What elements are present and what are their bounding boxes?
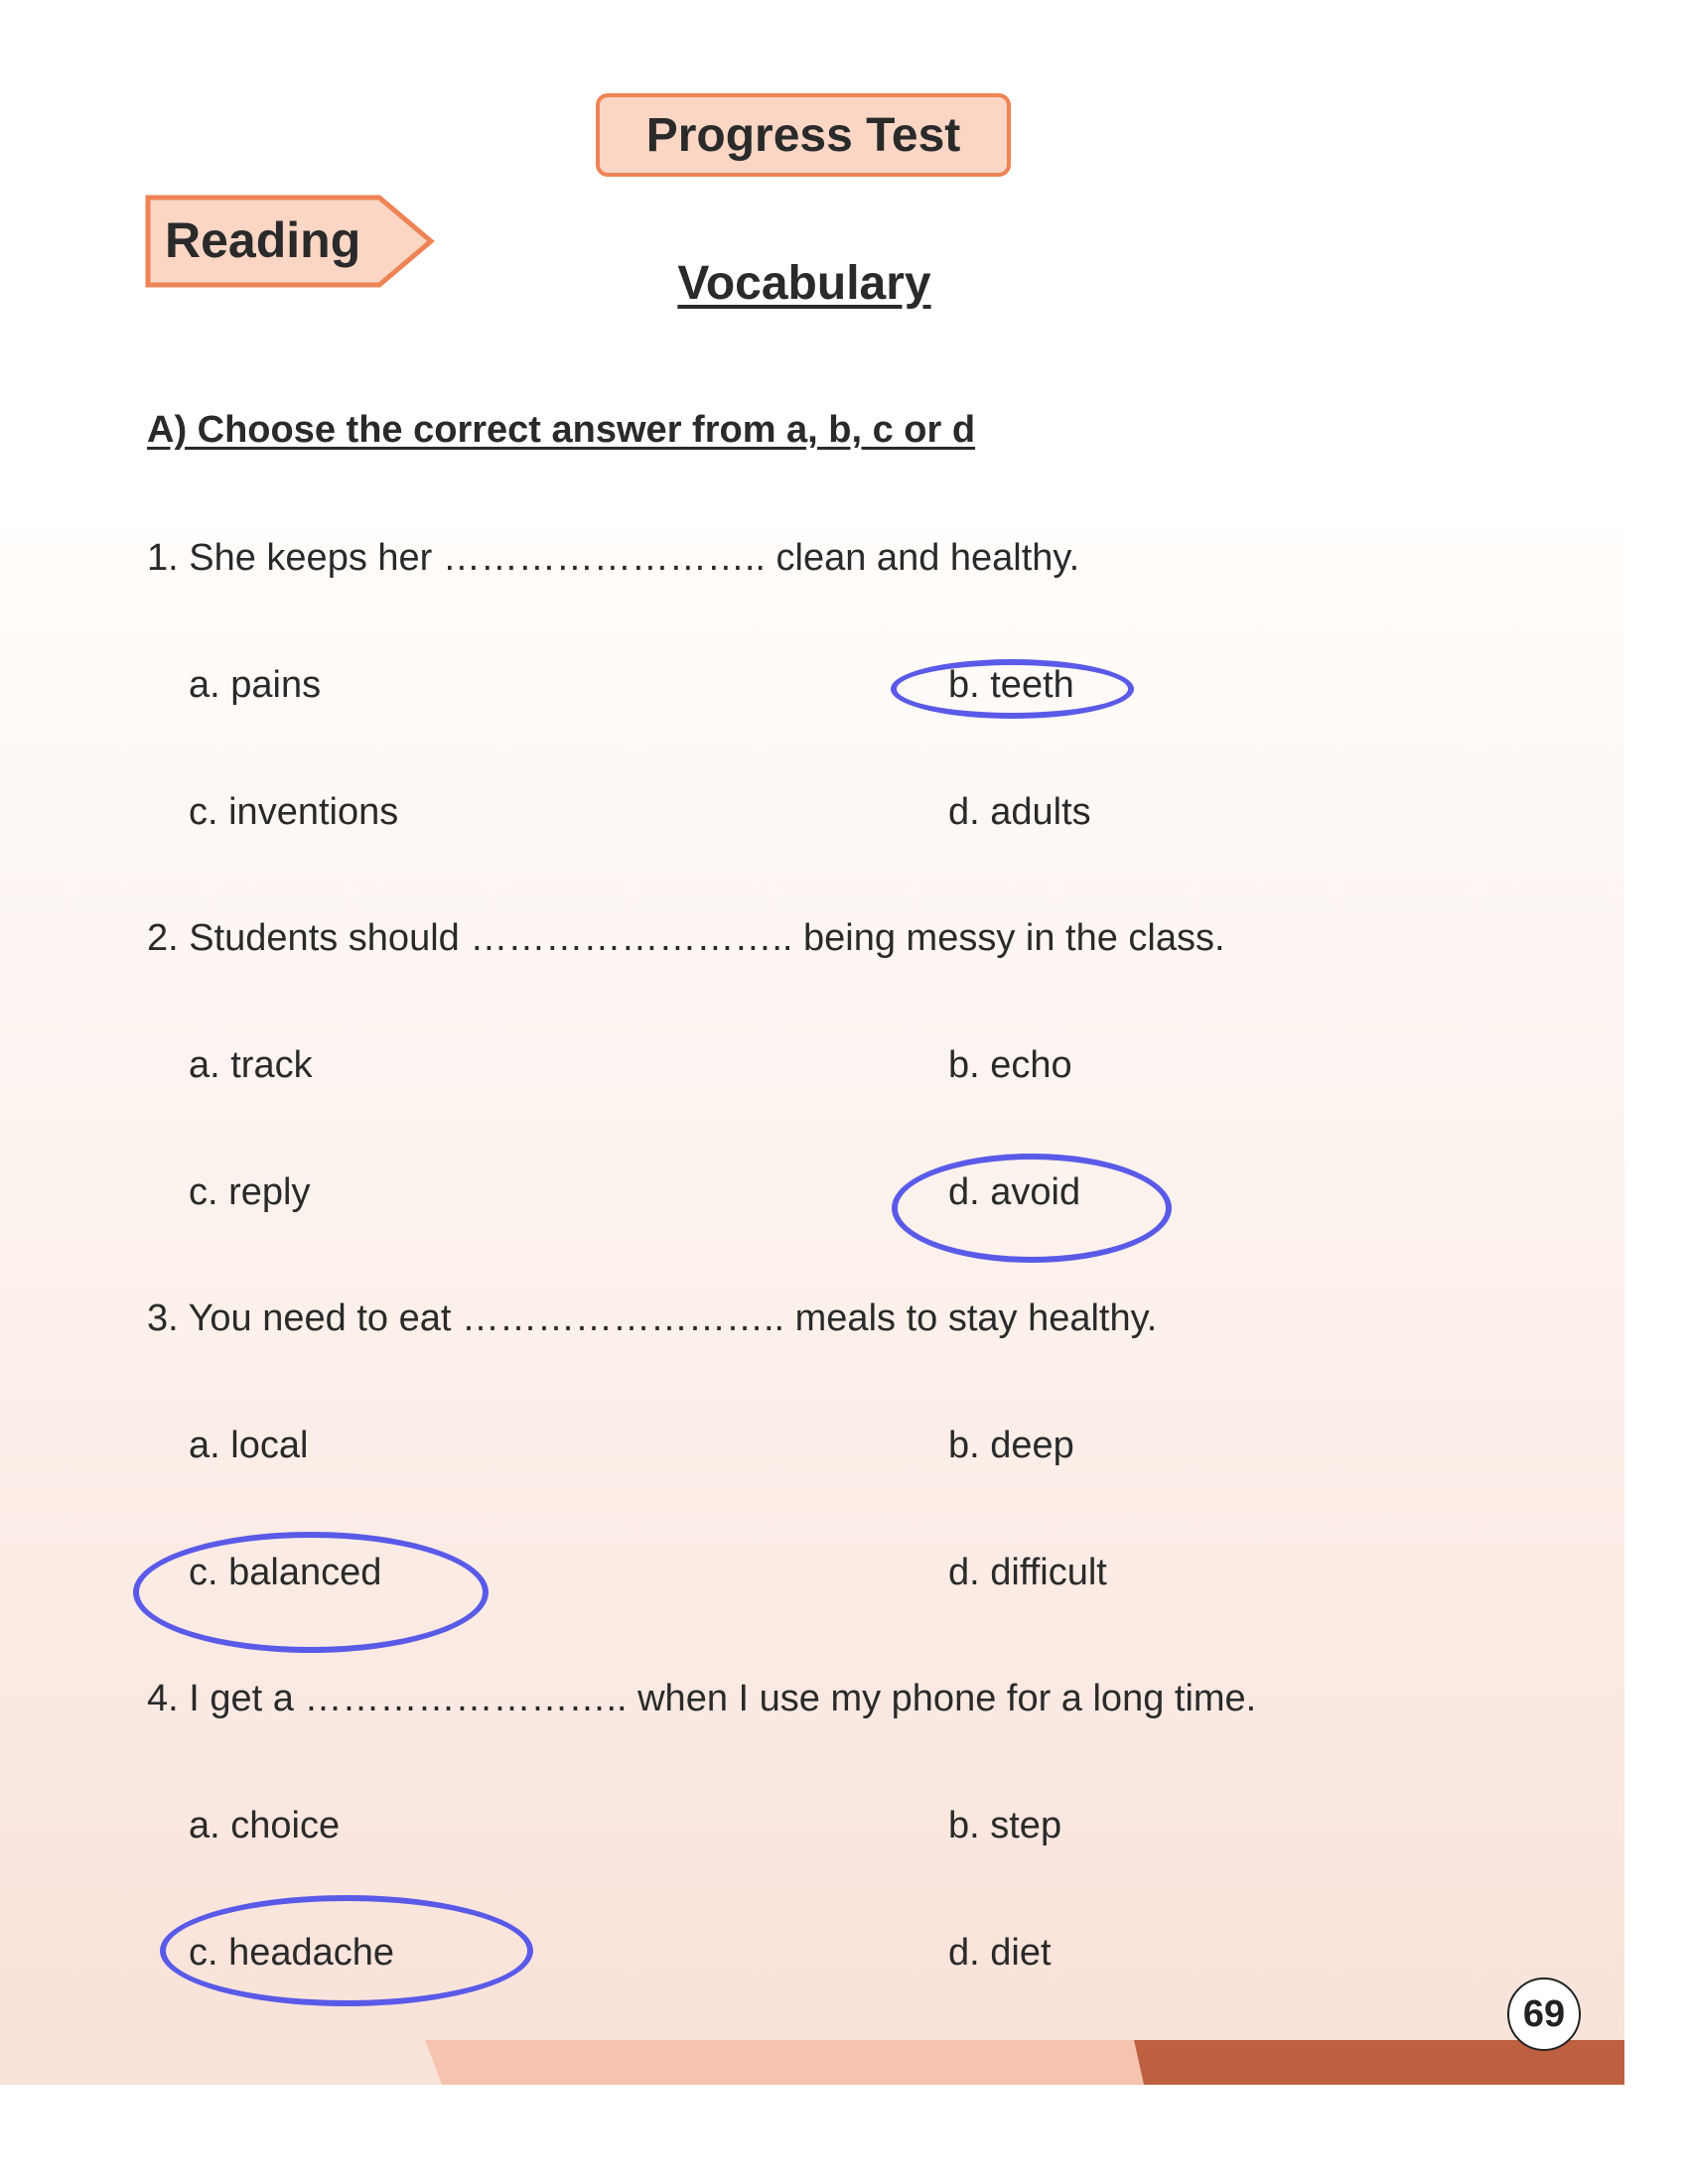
answer-circle-q2 [892, 1154, 1172, 1263]
q4-option-d[interactable]: d. diet [948, 1932, 1052, 1974]
q1-option-a[interactable]: a. pains [189, 664, 322, 706]
page-title: Progress Test [645, 108, 961, 162]
question-2: 2. Students should …………………….. being messy in the class. [147, 917, 1225, 959]
section-tag-label: Reading [165, 212, 361, 268]
q4-option-a[interactable]: a. choice [189, 1805, 341, 1846]
q2-option-c[interactable]: c. reply [189, 1171, 311, 1213]
q4-option-b[interactable]: b. step [948, 1805, 1062, 1846]
q1-option-b[interactable]: b. teeth [948, 664, 1074, 706]
q3-option-b[interactable]: b. deep [948, 1425, 1074, 1466]
q2-option-a[interactable]: a. track [189, 1044, 313, 1086]
instruction-text: A) Choose the correct answer from a, b, c or d [147, 409, 976, 451]
q3-option-c[interactable]: c. balanced [189, 1552, 382, 1593]
q4-option-c[interactable]: c. headache [189, 1932, 395, 1974]
answer-circle-q1 [891, 659, 1134, 719]
q1-option-c[interactable]: c. inventions [189, 791, 399, 833]
answer-circle-q4 [160, 1895, 533, 2006]
section-heading: Vocabulary [677, 257, 931, 310]
q3-option-d[interactable]: d. difficult [948, 1552, 1107, 1593]
page-number: 69 [1522, 1992, 1566, 2035]
answer-circle-q3 [133, 1532, 489, 1653]
question-4: 4. I get a …………………….. when I use my phone for a long time. [147, 1678, 1257, 1719]
page-number-badge [1507, 1978, 1581, 2051]
q2-option-b[interactable]: b. echo [948, 1044, 1072, 1086]
q1-option-d[interactable]: d. adults [948, 791, 1091, 833]
q2-option-d[interactable]: d. avoid [948, 1171, 1081, 1213]
question-1: 1. She keeps her …………………….. clean and healthy. [147, 537, 1080, 579]
question-3: 3. You need to eat …………………….. meals to stay healthy. [147, 1297, 1158, 1339]
q3-option-a[interactable]: a. local [189, 1425, 309, 1466]
footer-bar [0, 2040, 1688, 2085]
footer-bar-light [425, 2040, 1144, 2085]
page-title-box [596, 93, 1011, 177]
